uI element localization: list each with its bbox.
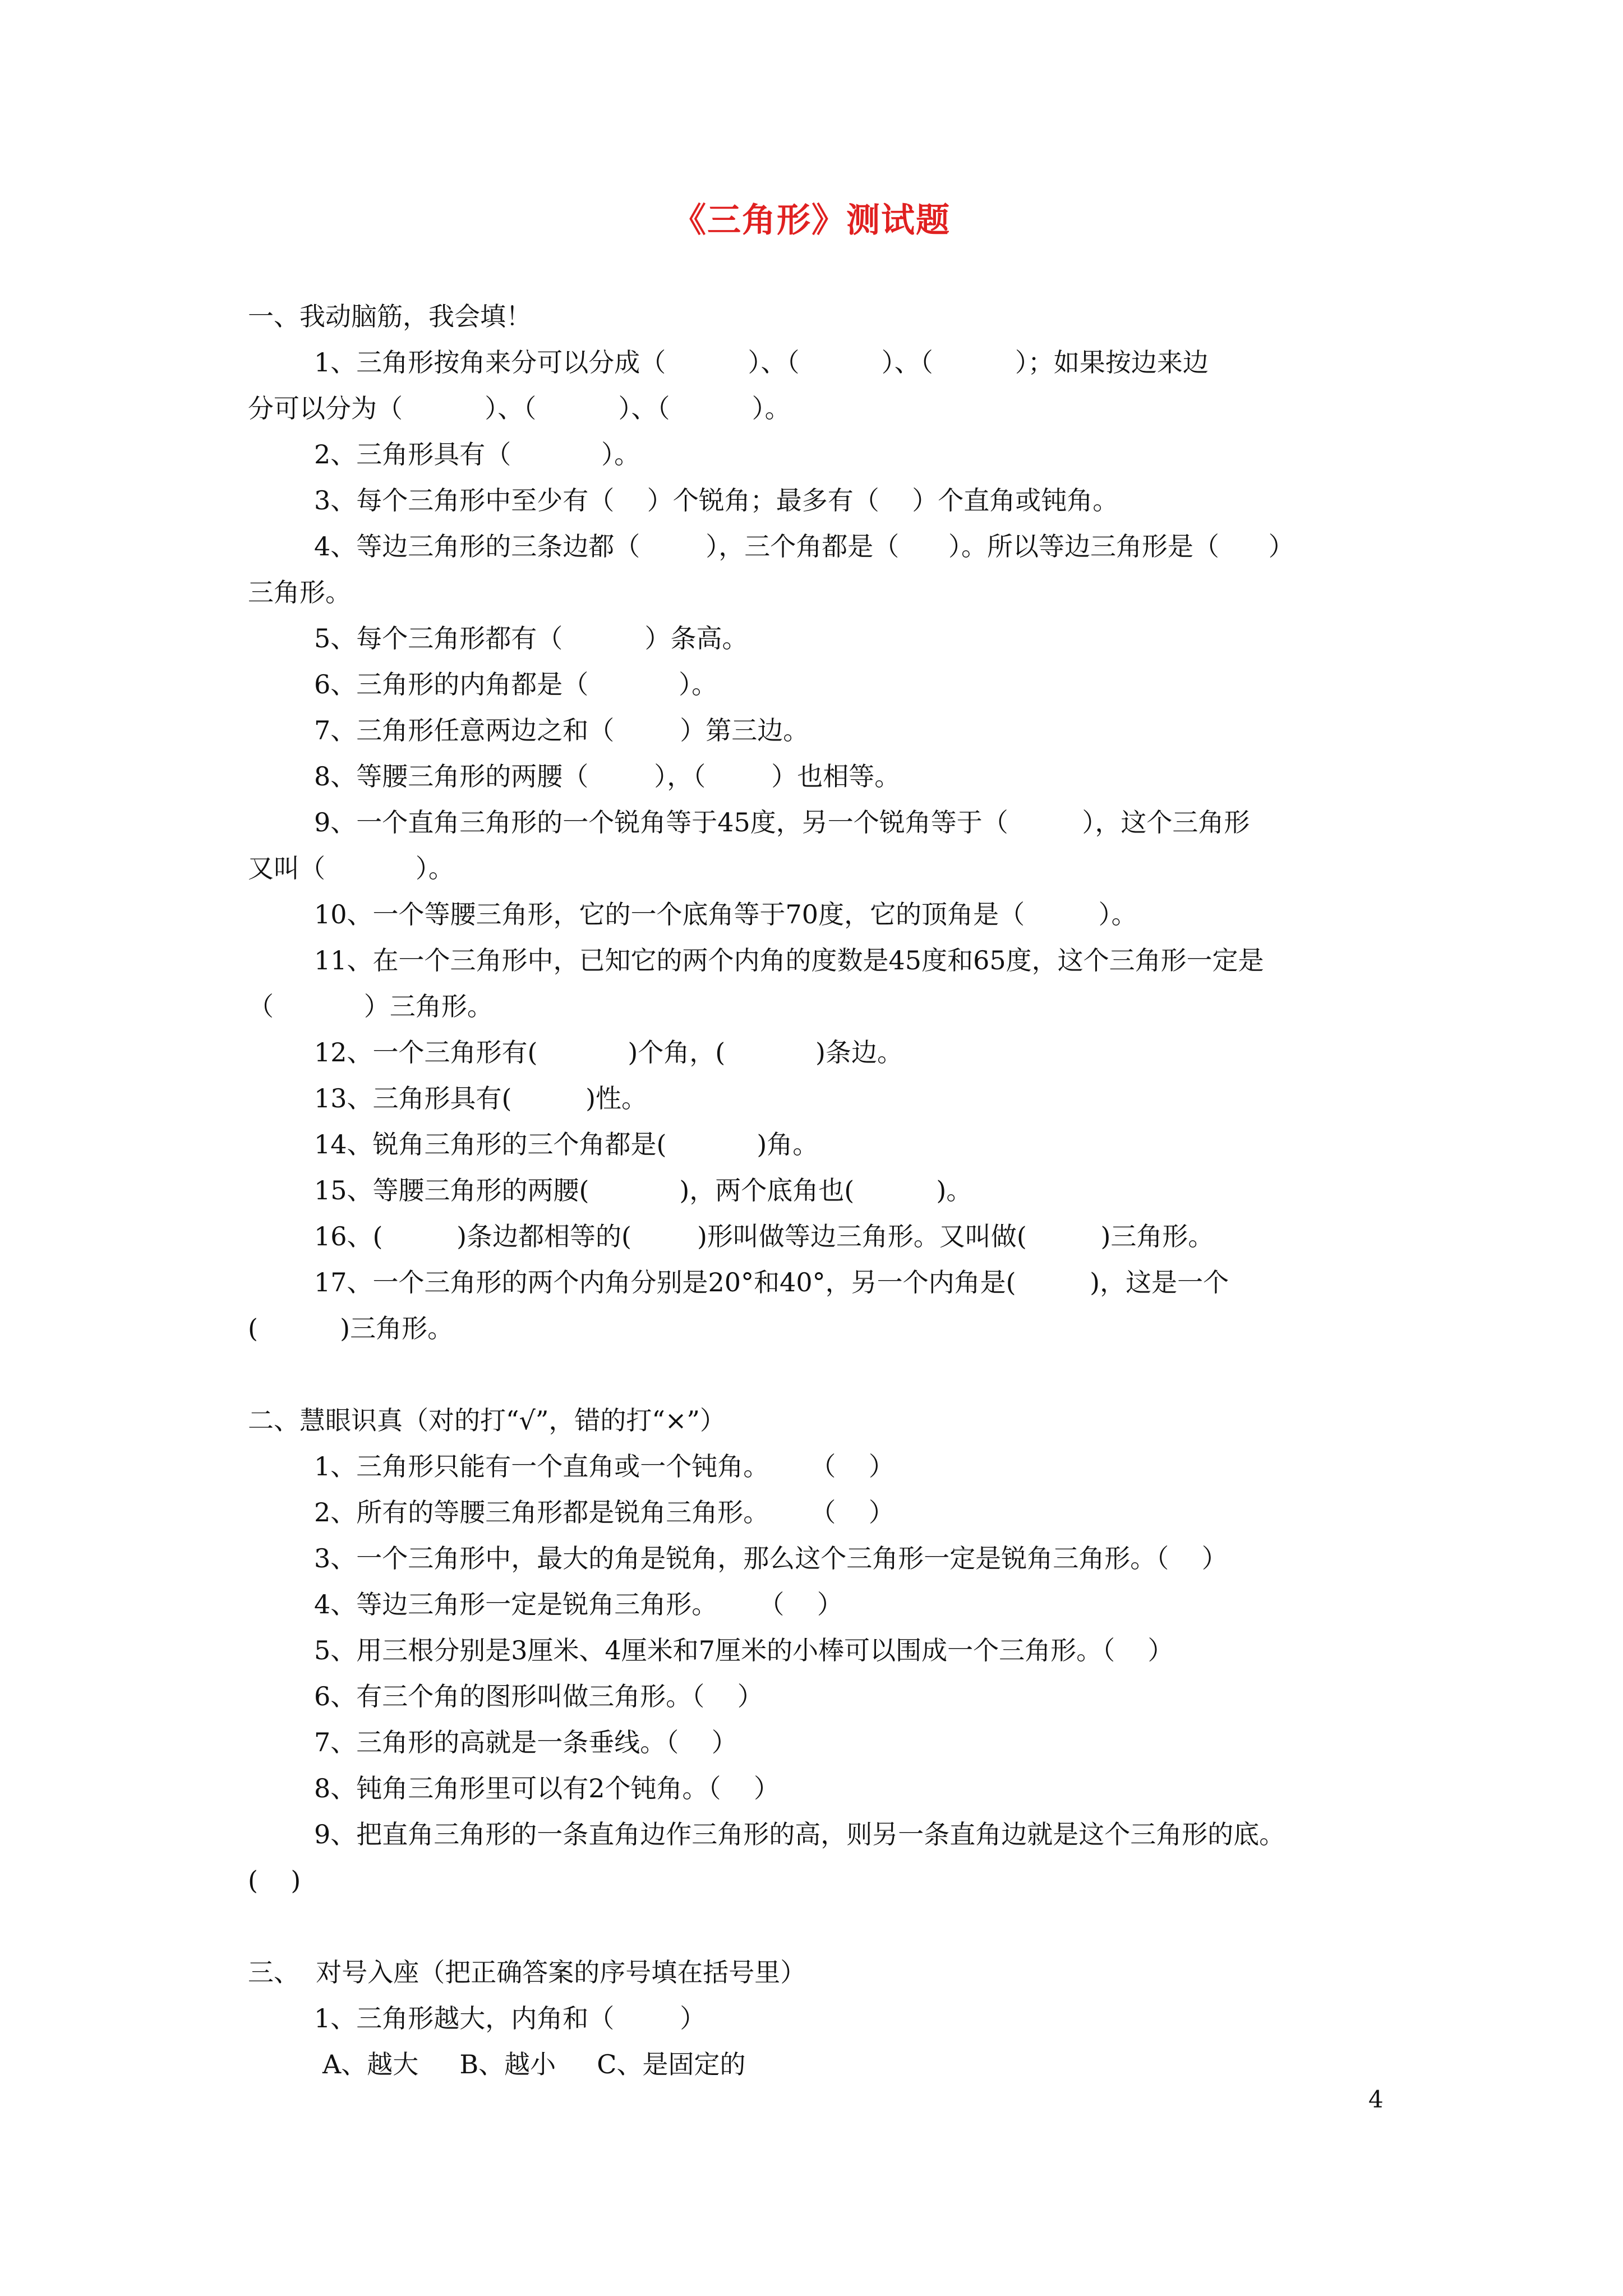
question-line: 6、三角形的内角都是（ ）。 xyxy=(314,669,718,700)
question-line: 2、三角形具有（ ）。 xyxy=(314,439,640,470)
question-line: 8、钝角三角形里可以有2个钝角。（ ） xyxy=(314,1773,780,1803)
question-line: 15、等腰三角形的两腰( )，两个底角也( )。 xyxy=(314,1175,972,1205)
question-line: 又叫（ ）。 xyxy=(248,853,454,884)
question-line: 12、一个三角形有( )个角，( )条边。 xyxy=(314,1037,903,1068)
question-line: 11、在一个三角形中，已知它的两个内角的度数是45度和65度，这个三角形一定是 xyxy=(314,945,1264,976)
answer-options: A、越大 B、越小 C、是固定的 xyxy=(322,2049,746,2079)
question-line: 4、等边三角形一定是锐角三角形。 （ ） xyxy=(314,1589,843,1619)
question-line: 7、三角形任意两边之和（ ）第三边。 xyxy=(314,715,809,746)
question-line: 2、所有的等腰三角形都是锐角三角形。 （ ） xyxy=(314,1497,895,1527)
question-line: 17、一个三角形的两个内角分别是20°和40°，另一个内角是( )，这是一个 xyxy=(314,1267,1229,1297)
question-line: 13、三角形具有( )性。 xyxy=(314,1083,648,1114)
question-line: 分可以分为（ ）、（ ）、（ ）。 xyxy=(248,393,791,424)
question-line: 9、把直角三角形的一条直角边作三角形的高，则另一条直角边就是这个三角形的底。 xyxy=(314,1819,1285,1849)
question-line: 8、等腰三角形的两腰（ ），（ ）也相等。 xyxy=(314,761,901,792)
question-line: ( ) xyxy=(248,1865,301,1895)
question-line: 4、等边三角形的三条边都（ ），三个角都是（ ）。所以等边三角形是（ ） xyxy=(314,531,1294,562)
question-line: 5、用三根分别是3厘米、4厘米和7厘米的小棒可以围成一个三角形。（ ） xyxy=(314,1635,1174,1665)
question-line: 16、( )条边都相等的( )形叫做等边三角形。又叫做( )三角形。 xyxy=(314,1221,1214,1251)
question-line: 7、三角形的高就是一条垂线。（ ） xyxy=(314,1727,737,1757)
section-2-heading: 二、慧眼识真（对的打“√”，错的打“×”） xyxy=(248,1405,726,1435)
question-line: （ ）三角形。 xyxy=(248,991,493,1022)
question-line: 14、锐角三角形的三个角都是( )角。 xyxy=(314,1129,819,1159)
section-1-heading: 一、我动脑筋，我会填！ xyxy=(248,301,532,332)
question-line: 3、一个三角形中，最大的角是锐角，那么这个三角形一定是锐角三角形。（ ） xyxy=(314,1543,1228,1573)
question-line: 1、三角形按角来分可以分成（ ）、（ ）、（ ）；如果按边来边 xyxy=(314,347,1209,378)
page-number: 4 xyxy=(1368,2086,1384,2113)
section-3-heading: 三、 对号入座（把正确答案的序号填在括号里） xyxy=(248,1957,806,1987)
question-line: ( )三角形。 xyxy=(248,1313,454,1343)
question-line: 5、每个三角形都有（ ）条高。 xyxy=(314,623,748,654)
question-line: 1、三角形越大，内角和（ ） xyxy=(314,2003,706,2033)
question-line: 9、一个直角三角形的一个锐角等于45度，另一个锐角等于（ ），这个三角形 xyxy=(314,807,1250,838)
question-line: 10、一个等腰三角形，它的一个底角等于70度，它的顶角是（ ）。 xyxy=(314,899,1137,930)
question-line: 三角形。 xyxy=(248,577,351,608)
question-line: 3、每个三角形中至少有（ ）个锐角；最多有（ ）个直角或钝角。 xyxy=(314,485,1119,516)
question-line: 1、三角形只能有一个直角或一个钝角。 （ ） xyxy=(314,1451,895,1481)
page-title: 《三角形》测试题 xyxy=(672,201,951,240)
question-line: 6、有三个角的图形叫做三角形。（ ） xyxy=(314,1681,763,1711)
